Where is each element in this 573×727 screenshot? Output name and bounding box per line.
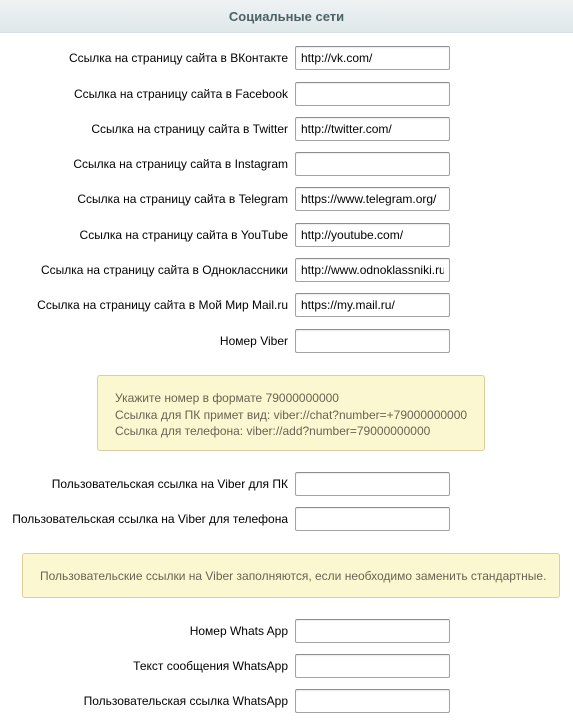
field-row-whatsapp-link [0, 689, 573, 715]
twitter-input[interactable] [295, 117, 450, 141]
whatsapp-number-label: Номер Whats App [189, 624, 288, 638]
mailru-input[interactable] [295, 293, 450, 317]
whatsapp-number-input[interactable] [295, 619, 450, 643]
vk-input[interactable] [295, 46, 450, 70]
viber-phone-label: Пользовательская ссылка на Viber для телефона [12, 512, 288, 526]
field-row-viber-pc [0, 472, 573, 498]
field-row-telegram [0, 187, 573, 213]
field-row-odnoklassniki [0, 258, 573, 284]
instagram-label: Ссылка на страницу сайта в Instagram [73, 157, 288, 171]
custom-links-notice-text: Пользовательские ссылки на Viber заполняются, если необходимо заменить стандартные. [40, 568, 547, 583]
twitter-label: Ссылка на страницу сайта в Twitter [91, 122, 288, 136]
youtube-input[interactable] [295, 223, 450, 247]
field-row-mailru [0, 293, 573, 319]
facebook-label: Ссылка на страницу сайта в Facebook [74, 87, 288, 101]
field-row-viber-phone [0, 507, 573, 533]
viber-notice-line-2: Ссылка для ПК примет вид: viber://chat?number=+79000000000 [115, 407, 468, 422]
telegram-label: Ссылка на страницу сайта в Telegram [77, 192, 288, 206]
field-row-youtube [0, 223, 573, 249]
field-row-vk [0, 46, 573, 72]
instagram-input[interactable] [295, 152, 450, 176]
vk-label: Ссылка на страницу сайта в ВКонтакте [68, 51, 288, 65]
odnoklassniki-label: Ссылка на страницу сайта в Одноклассники [40, 263, 288, 277]
field-row-twitter [0, 117, 573, 143]
facebook-input[interactable] [295, 82, 450, 106]
section-title: Социальные сети [228, 8, 345, 24]
whatsapp-link-input[interactable] [295, 689, 450, 713]
viber-notice-line-1: Укажите номер в формате 79000000000 [115, 391, 339, 405]
section-header [0, 0, 573, 33]
viber-number-input[interactable] [295, 329, 450, 353]
viber-pc-label: Пользовательская ссылка на Viber для ПК [51, 477, 288, 491]
field-row-whatsapp-number [0, 619, 573, 645]
viber-phone-input[interactable] [295, 507, 450, 531]
field-row-viber-number [0, 329, 573, 355]
viber-pc-input[interactable] [295, 472, 450, 496]
viber-notice-line-3: Ссылка для телефона: viber://add?number=79000000000 [115, 424, 431, 438]
field-row-facebook [0, 82, 573, 108]
custom-links-notice [22, 553, 560, 598]
whatsapp-link-label: Пользовательская ссылка WhatsApp [83, 694, 288, 708]
field-row-instagram [0, 152, 573, 178]
viber-number-label: Номер Viber [219, 334, 288, 348]
whatsapp-message-label: Текст сообщения WhatsApp [133, 659, 288, 673]
mailru-label: Ссылка на страницу сайта в Мой Мир Mail.ru [37, 298, 288, 312]
viber-format-notice [97, 375, 485, 451]
youtube-label: Ссылка на страницу сайта в YouTube [79, 228, 288, 242]
field-row-whatsapp-message [0, 654, 573, 680]
whatsapp-message-input[interactable] [295, 654, 450, 678]
odnoklassniki-input[interactable] [295, 258, 450, 282]
telegram-input[interactable] [295, 187, 450, 211]
